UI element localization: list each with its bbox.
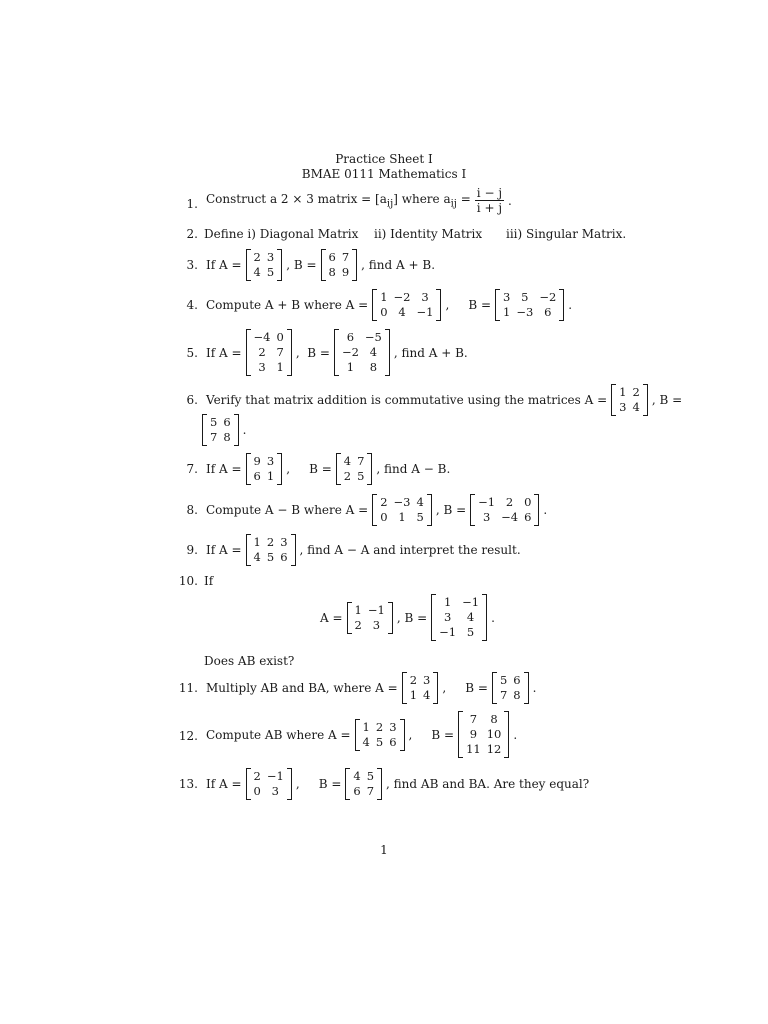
matrix-row xyxy=(251,250,278,265)
matrix-row xyxy=(251,535,291,550)
matrix-entry: −2 xyxy=(539,290,557,304)
matrix-entry: 4 xyxy=(423,688,431,702)
matrix-body xyxy=(377,290,436,320)
matrix-entry: 5 xyxy=(416,510,424,524)
matrix-entry: −1 xyxy=(478,495,496,509)
matrix-b xyxy=(345,768,382,800)
matrix-entry: −1 xyxy=(367,602,385,617)
question-8: Compute A − B where A = 2 −3 4 0 1 5 , B = −1 2 0 3 −4 6 . xyxy=(206,495,548,524)
matrix-entry: 5 xyxy=(499,673,508,687)
matrix-entry: 5 xyxy=(210,415,218,429)
question-7: If A = 9 3 6 1 , B = 4 7 2 5 , find A − B. xyxy=(206,454,451,483)
question-number: 1. xyxy=(186,197,198,211)
matrix-entry: 3 xyxy=(372,617,381,632)
matrix-entry: 5 xyxy=(375,734,384,749)
matrix-body xyxy=(251,250,278,280)
matrix-row xyxy=(207,430,234,445)
question-11: Multiply AB and BA, where A = 2 3 1 4 , B = 5 6 7 8 . xyxy=(206,673,537,702)
matrix-entry: 6 xyxy=(353,784,361,798)
matrix-entry: 3 xyxy=(619,400,627,414)
matrix-row xyxy=(251,360,287,375)
matrix-a xyxy=(355,719,405,751)
question-number: 6. xyxy=(186,393,198,407)
matrix-body xyxy=(377,495,427,525)
matrix-row xyxy=(350,784,377,799)
matrix-row xyxy=(251,345,287,360)
matrix-body xyxy=(497,673,524,703)
matrix-entry: 3 xyxy=(503,290,511,304)
matrix-body xyxy=(463,712,504,757)
matrix-entry: 7 xyxy=(276,345,284,359)
matrix-entry: 1 xyxy=(266,469,275,483)
matrix-entry: 0 xyxy=(253,784,261,798)
matrix-entry: 4 xyxy=(398,305,406,319)
matrix-entry: 1 xyxy=(443,595,452,609)
matrix-entry: 6 xyxy=(223,415,231,429)
matrix-b xyxy=(495,289,564,321)
matrix-entry: 2 xyxy=(354,617,362,632)
q1-text: Construct a 2 × 3 matrix = $[a_{ij}]$ where $a_{ij}$ = xyxy=(206,191,471,210)
question-number: 4. xyxy=(186,298,198,312)
matrix-entry: 2 xyxy=(632,385,640,399)
matrix-entry: −1 xyxy=(266,769,284,783)
matrix-row xyxy=(475,510,534,525)
matrix-body xyxy=(251,769,287,799)
matrix-entry: 6 xyxy=(524,510,532,524)
matrix-a xyxy=(402,672,439,704)
matrix-b xyxy=(321,249,358,281)
question-5: If A = −4 0 2 7 3 1 , B = 6 −5 −2 4 1 8 , find A + B. xyxy=(206,330,468,374)
matrix-entry: 1 xyxy=(346,360,355,374)
q2-item-b: ii) Identity Matrix xyxy=(374,227,483,241)
matrix-entry: 9 xyxy=(341,265,350,279)
matrix-entry: 7 xyxy=(469,712,478,726)
matrix-body xyxy=(350,769,377,799)
matrix-body xyxy=(616,385,643,415)
matrix-entry: 5 xyxy=(266,550,275,564)
question-1: Construct a 2 × 3 matrix = $[a_{ij}]$ where $a_{ij}$ = $\frac{i - j}{i + j}$ . xyxy=(206,186,512,215)
matrix-row xyxy=(500,290,559,305)
matrix-entry: 3 xyxy=(271,784,279,798)
matrix-entry: 4 xyxy=(466,610,475,624)
matrix-entry: 5 xyxy=(266,265,275,279)
question-13: If A = 2 −1 0 3 , B = 4 5 6 7 , find AB and BA. Are they equal? xyxy=(206,769,590,798)
matrix-entry: 1 xyxy=(253,535,261,549)
matrix-entry: 4 xyxy=(362,734,370,749)
matrix-row xyxy=(339,330,385,345)
course-title: BMAE 0111 Mathematics I xyxy=(301,167,467,181)
q2-item-a: Define i) Diagonal Matrix xyxy=(204,227,359,241)
matrix-entry: 5 xyxy=(521,290,529,304)
matrix-body xyxy=(207,415,234,445)
matrix-entry: 7 xyxy=(499,688,508,702)
matrix-entry: 1 xyxy=(380,290,388,304)
matrix-body xyxy=(475,495,534,525)
matrix-a xyxy=(246,329,292,376)
matrix-entry: 2 xyxy=(253,250,261,264)
matrix-entry: 4 xyxy=(632,400,640,414)
matrix-row xyxy=(339,360,385,375)
matrix-entry: −1 xyxy=(416,305,434,319)
matrix-a xyxy=(246,768,292,800)
matrix-b xyxy=(492,672,529,704)
matrix-a xyxy=(246,453,283,485)
question-6: Verify that matrix addition is commutative using the matrices A = 1 2 3 4 , B = xyxy=(206,385,683,414)
matrix-body xyxy=(407,673,434,703)
question-10-followup: Does AB exist? xyxy=(204,654,295,668)
matrix-entry: 3 xyxy=(421,290,429,304)
matrix-b xyxy=(431,594,487,641)
matrix-row xyxy=(616,385,643,400)
matrix-entry: 8 xyxy=(328,265,336,279)
matrix-entry: 7 xyxy=(210,430,218,444)
question-number: 9. xyxy=(186,543,198,557)
matrix-entry: 6 xyxy=(253,469,261,483)
matrix-row xyxy=(251,769,287,784)
matrix-entry: 5 xyxy=(466,625,475,639)
matrix-entry: 8 xyxy=(513,688,521,702)
matrix-row xyxy=(377,510,427,525)
matrix-entry: 4 xyxy=(416,495,424,509)
matrix-row xyxy=(251,454,278,469)
matrix-entry: 3 xyxy=(280,535,288,549)
matrix-entry: 6 xyxy=(389,734,397,749)
matrix-row xyxy=(407,688,434,703)
question-number: 13. xyxy=(178,777,198,791)
matrix-row xyxy=(360,720,400,735)
matrix-entry: −1 xyxy=(462,595,480,609)
matrix-entry: 2 xyxy=(253,769,261,783)
matrix-entry: 3 xyxy=(266,454,275,468)
matrix-entry: 1 xyxy=(354,602,362,617)
matrix-entry: 12 xyxy=(486,742,502,756)
matrix-row xyxy=(326,250,353,265)
matrix-row xyxy=(251,784,287,799)
matrix-row xyxy=(616,400,643,415)
matrix-entry: −3 xyxy=(516,305,534,319)
matrix-entry: 5 xyxy=(366,769,375,783)
matrix-body xyxy=(326,250,353,280)
matrix-row xyxy=(436,595,482,610)
question-number: 10. xyxy=(178,574,198,588)
matrix-entry: 3 xyxy=(482,510,491,524)
matrix-entry: 2 xyxy=(258,345,266,359)
matrix-body xyxy=(251,454,278,484)
question-number: 2. xyxy=(186,227,198,241)
matrix-entry: 10 xyxy=(486,727,502,741)
matrix-entry: 2 xyxy=(266,535,275,549)
matrix-row xyxy=(475,495,534,510)
matrix-row xyxy=(207,415,234,430)
matrix-row xyxy=(463,727,504,742)
matrix-entry: 11 xyxy=(466,742,481,756)
question-number: 12. xyxy=(178,729,198,743)
matrix-entry: 4 xyxy=(253,550,261,564)
matrix-entry: 1 xyxy=(619,385,627,399)
matrix-row xyxy=(436,625,482,640)
page-number: 1 xyxy=(380,843,388,857)
matrix-b xyxy=(334,329,390,376)
matrix-entry: 8 xyxy=(490,712,498,726)
matrix-entry: −4 xyxy=(501,510,519,524)
matrix-entry: 1 xyxy=(276,360,284,374)
matrix-entry: 4 xyxy=(343,454,352,468)
matrix-entry: 6 xyxy=(346,330,355,344)
matrix-row xyxy=(463,742,504,757)
matrix-entry: −2 xyxy=(341,345,359,359)
matrix-row xyxy=(463,712,504,727)
matrix-entry: 4 xyxy=(353,769,361,783)
matrix-row xyxy=(360,735,400,750)
matrix-entry: 3 xyxy=(266,250,275,264)
matrix-entry: 0 xyxy=(524,495,532,509)
matrix-entry: 1 xyxy=(398,510,406,524)
matrix-row xyxy=(350,769,377,784)
matrix-row xyxy=(497,688,524,703)
matrix-row xyxy=(251,550,291,565)
matrix-a xyxy=(372,494,432,526)
question-10-equation: A = 1 −1 2 3 , B = 1 −1 3 4 −1 5 . xyxy=(320,595,495,639)
matrix-b xyxy=(458,711,509,758)
matrix-body xyxy=(339,330,385,375)
matrix-body xyxy=(436,595,482,640)
question-3: If A = 2 3 4 5 , B = 6 7 8 9 , find A + B. xyxy=(206,250,436,279)
question-number: 5. xyxy=(186,346,198,360)
matrix-b xyxy=(470,494,539,526)
matrix-entry: −1 xyxy=(439,625,457,639)
matrix-entry: 7 xyxy=(366,784,375,798)
matrix-row xyxy=(407,673,434,688)
fraction: $\frac{i - j}{i + j}$ xyxy=(476,186,503,215)
question-6-continued: 5 6 7 8 . xyxy=(200,414,248,446)
matrix-entry: 7 xyxy=(357,454,365,468)
matrix-row xyxy=(500,305,559,320)
matrix-a xyxy=(246,249,283,281)
matrix-a xyxy=(246,534,296,566)
matrix-entry: −5 xyxy=(364,330,382,344)
matrix-entry: 3 xyxy=(258,360,266,374)
matrix-entry: −3 xyxy=(393,495,411,509)
matrix-entry: 6 xyxy=(544,305,552,319)
matrix-row xyxy=(352,603,388,618)
matrix-a xyxy=(611,384,648,416)
matrix-row xyxy=(377,290,436,305)
q2-item-c: iii) Singular Matrix. xyxy=(506,227,627,241)
matrix-entry: −4 xyxy=(253,330,271,344)
matrix-b xyxy=(202,414,239,446)
matrix-body xyxy=(352,603,388,633)
matrix-row xyxy=(377,305,436,320)
question-number: 7. xyxy=(186,462,198,476)
matrix-entry: 3 xyxy=(423,673,431,687)
matrix-body xyxy=(500,290,559,320)
matrix-entry: 2 xyxy=(343,469,352,483)
matrix-body xyxy=(360,720,400,750)
matrix-entry: 4 xyxy=(369,345,378,359)
matrix-body xyxy=(251,535,291,565)
matrix-entry: 8 xyxy=(369,360,378,374)
matrix-entry: 0 xyxy=(276,330,284,344)
matrix-row xyxy=(251,330,287,345)
matrix-entry: 3 xyxy=(389,719,397,734)
matrix-row xyxy=(341,469,368,484)
matrix-row xyxy=(497,673,524,688)
question-4: Compute A + B where A = 1 −2 3 0 4 −1 , B = 3 5 −2 1 −3 6 . xyxy=(206,290,573,319)
question-12: Compute AB where A = 1 2 3 4 5 6 , B = 7 8 9 10 11 12 . xyxy=(206,712,518,756)
matrix-entry: 9 xyxy=(469,727,478,741)
matrix-entry: 5 xyxy=(357,469,365,483)
matrix-entry: −2 xyxy=(393,290,411,304)
question-10-lead: If xyxy=(204,574,214,588)
matrix-entry: 7 xyxy=(341,250,350,264)
matrix-entry: 9 xyxy=(253,454,261,468)
matrix-entry: 2 xyxy=(380,495,388,509)
matrix-entry: 4 xyxy=(253,265,261,279)
matrix-a xyxy=(372,289,441,321)
matrix-b xyxy=(336,453,373,485)
matrix-entry: 0 xyxy=(380,510,388,524)
question-9: If A = 1 2 3 4 5 6 , find A − A and interpret the result. xyxy=(206,535,521,564)
matrix-entry: 8 xyxy=(223,430,231,444)
matrix-row xyxy=(326,265,353,280)
question-number: 8. xyxy=(186,503,198,517)
matrix-row xyxy=(251,469,278,484)
matrix-row xyxy=(339,345,385,360)
matrix-row xyxy=(352,618,388,633)
matrix-entry: 6 xyxy=(328,250,336,264)
matrix-entry: 6 xyxy=(280,550,288,564)
matrix-entry: 3 xyxy=(443,610,452,624)
matrix-entry: 2 xyxy=(375,719,384,734)
matrix-entry: 2 xyxy=(505,495,514,509)
question-number: 3. xyxy=(186,258,198,272)
matrix-row xyxy=(436,610,482,625)
matrix-row xyxy=(377,495,427,510)
sheet-title: Practice Sheet I xyxy=(335,152,433,166)
matrix-body xyxy=(251,330,287,375)
matrix-entry: 1 xyxy=(503,305,511,319)
matrix-entry: 1 xyxy=(362,719,370,734)
matrix-a xyxy=(347,602,393,634)
question-number: 11. xyxy=(178,681,198,695)
matrix-entry: 6 xyxy=(513,673,521,687)
matrix-entry: 0 xyxy=(380,305,388,319)
matrix-body xyxy=(341,454,368,484)
matrix-row xyxy=(251,265,278,280)
matrix-entry: 2 xyxy=(409,673,418,687)
matrix-entry: 1 xyxy=(409,688,418,702)
matrix-row xyxy=(341,454,368,469)
